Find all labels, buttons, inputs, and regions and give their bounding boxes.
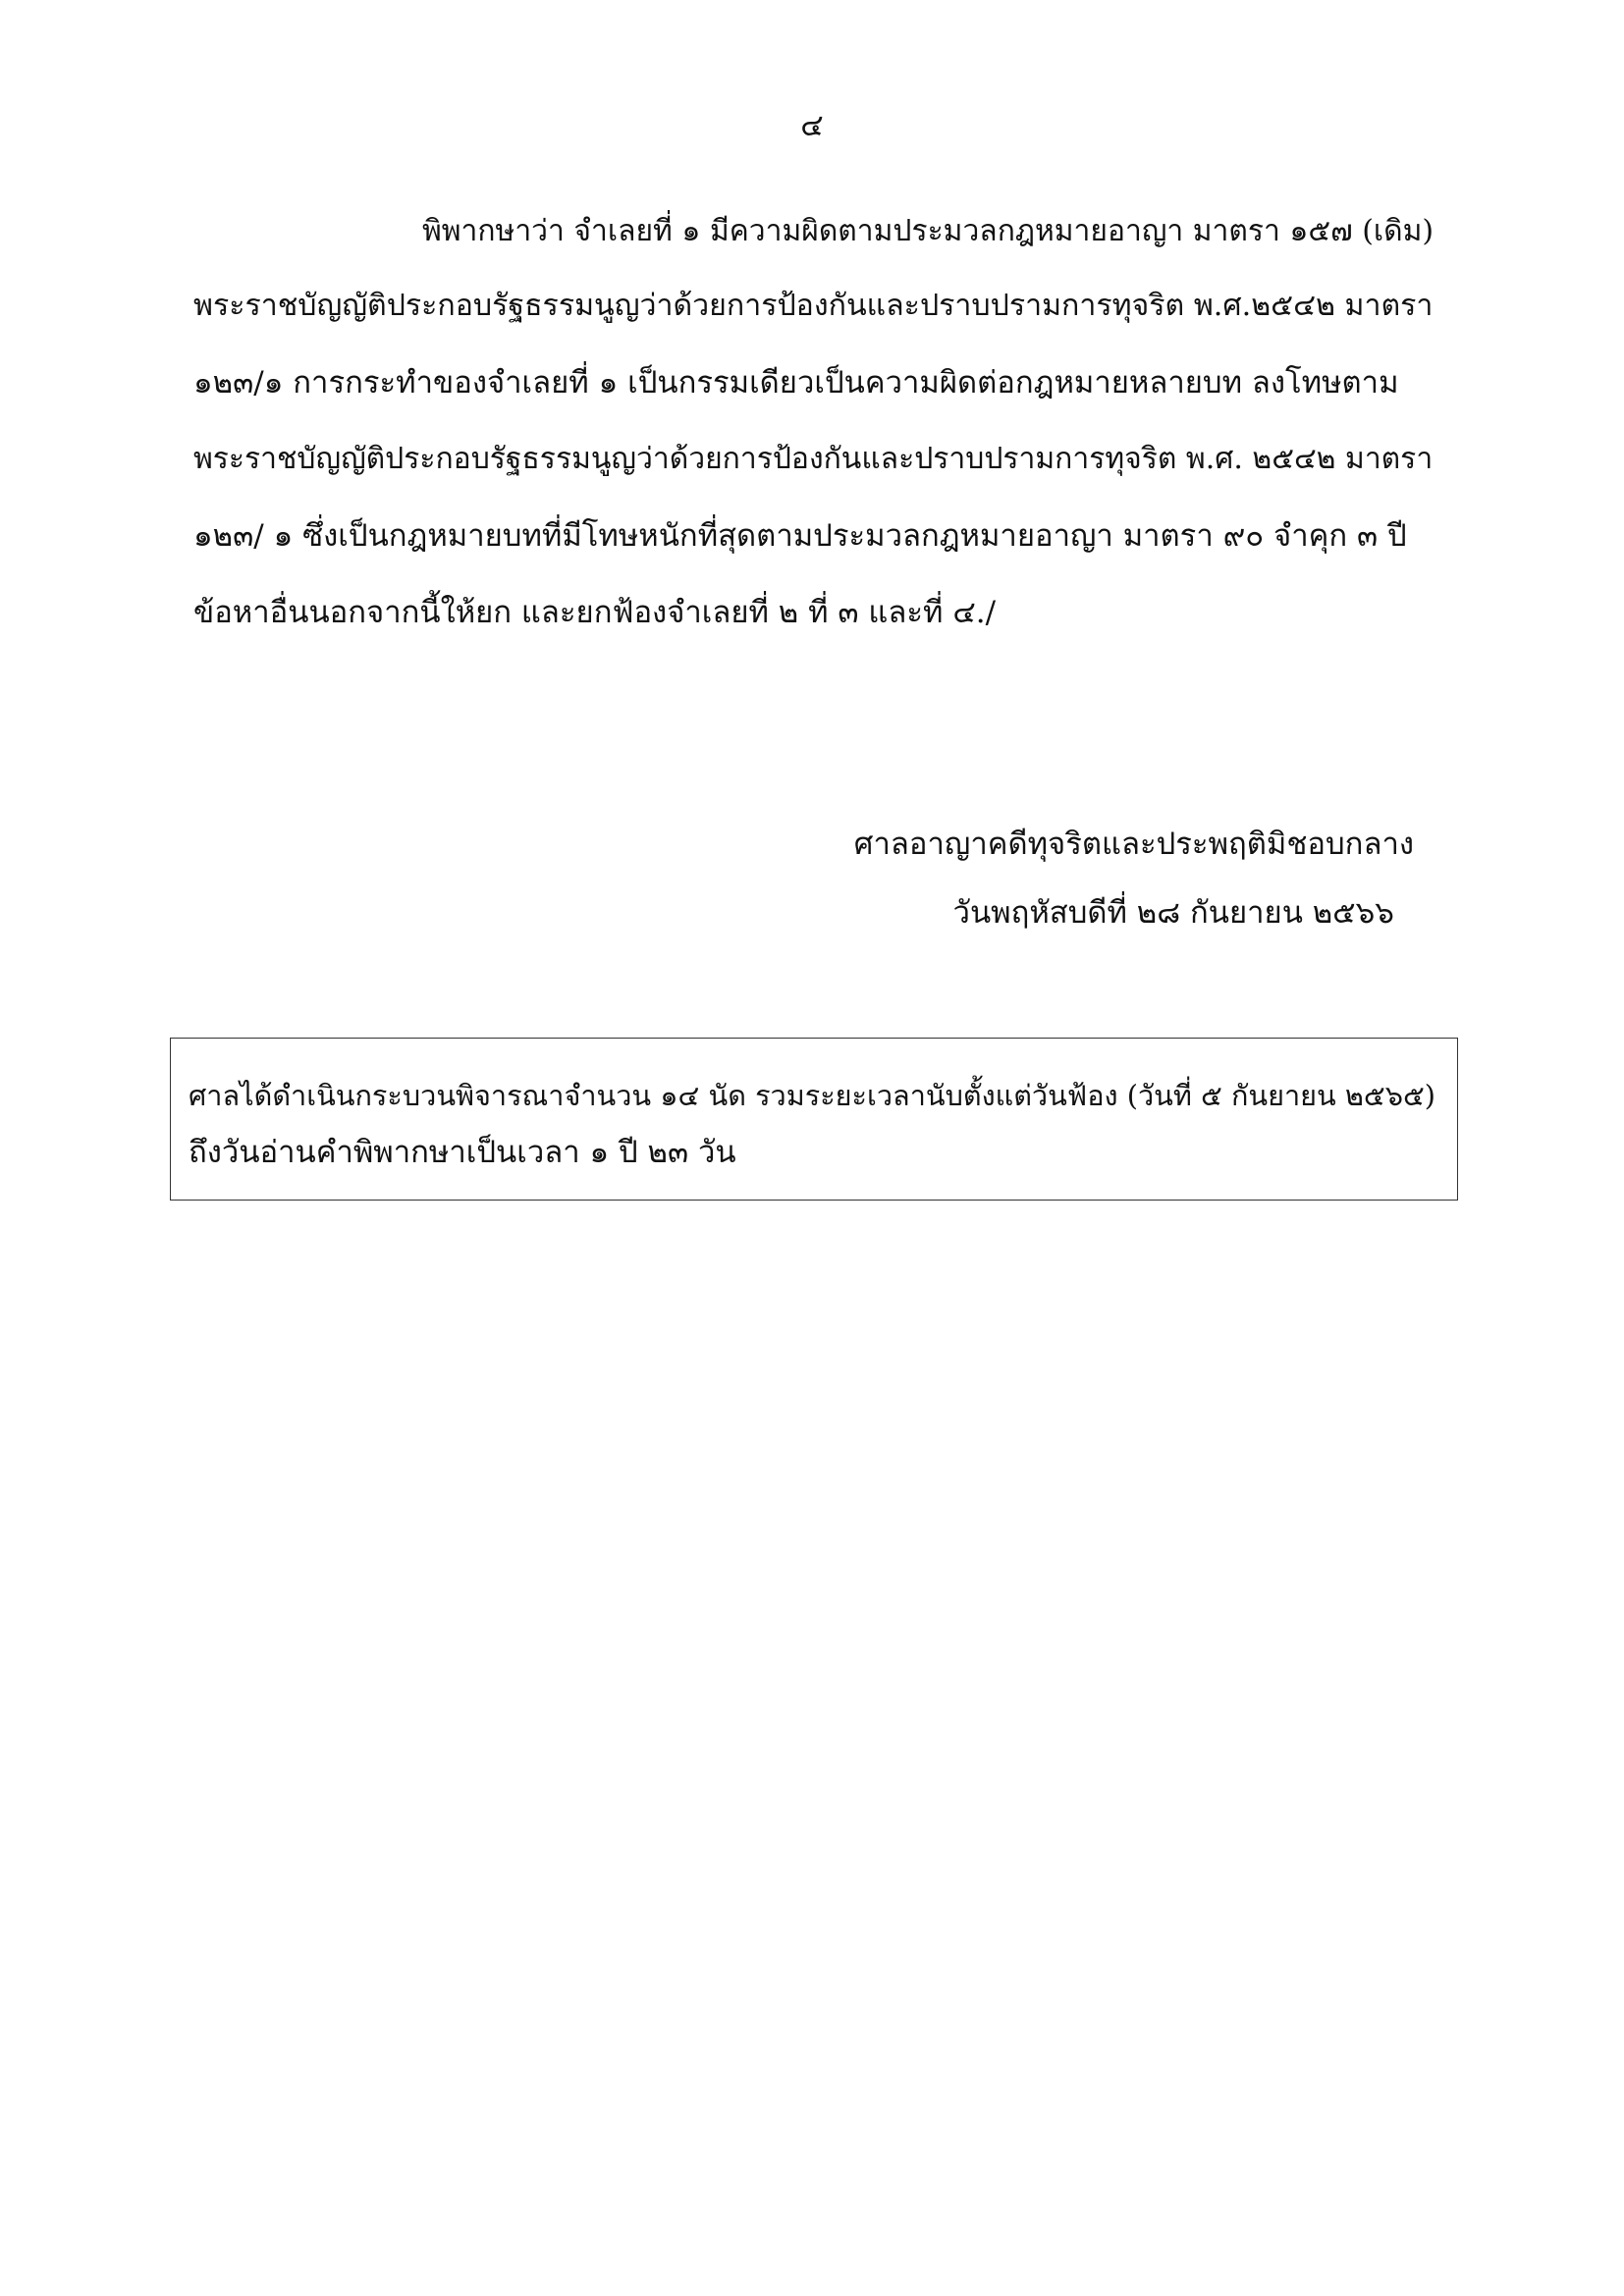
verdict-line: พิพากษาว่า จำเลยที่ ๑ มีความผิดตามประมวลกฎหมายอาญา มาตรา ๑๕๗ (เดิม): [422, 214, 1435, 248]
info-box-line: ศาลได้ดำเนินกระบวนพิจารณาจำนวน ๑๔ นัด รวมระยะเวลานับตั้งแต่วันฟ้อง (วันที่ ๕ กันยายน ๒๕๖๕): [189, 1079, 1436, 1112]
proceedings-info-box: [170, 1038, 1458, 1201]
verdict-line: ๑๒๓/๑ การกระทำของจำเลยที่ ๑ เป็นกรรมเดียวเป็นความผิดต่อกฎหมายหลายบท ลงโทษตาม: [193, 365, 1399, 400]
verdict-line: ข้อหาอื่นนอกจากนี้ให้ยก และยกฟ้องจำเลยที่ ๒ ที่ ๓ และที่ ๔./: [193, 595, 997, 630]
verdict-line: ๑๒๓/ ๑ ซึ่งเป็นกฎหมายบทที่มีโทษหนักที่สุดตามประมวลกฎหมายอาญา มาตรา ๙๐ จำคุก ๓ ปี: [193, 518, 1407, 554]
verdict-line: พระราชบัญญัติประกอบรัฐธรรมนูญว่าด้วยการป้องกันและปราบปรามการทุจริต พ.ศ. ๒๕๔๒ มาตรา: [193, 442, 1434, 476]
verdict-line: พระราชบัญญัติประกอบรัฐธรรมนูญว่าด้วยการป้องกันและปราบปรามการทุจริต พ.ศ.๒๕๔๒ มาตรา: [193, 289, 1434, 323]
info-box-line: ถึงวันอ่านคำพิพากษาเป็นเวลา ๑ ปี ๒๓ วัน: [189, 1135, 736, 1170]
verdict-date: วันพฤหัสบดีที่ ๒๘ กันยายน ๒๕๖๖: [952, 895, 1394, 931]
page-number: ๔: [800, 108, 824, 143]
court-name: ศาลอาญาคดีทุจริตและประพฤติมิชอบกลาง: [853, 827, 1414, 862]
